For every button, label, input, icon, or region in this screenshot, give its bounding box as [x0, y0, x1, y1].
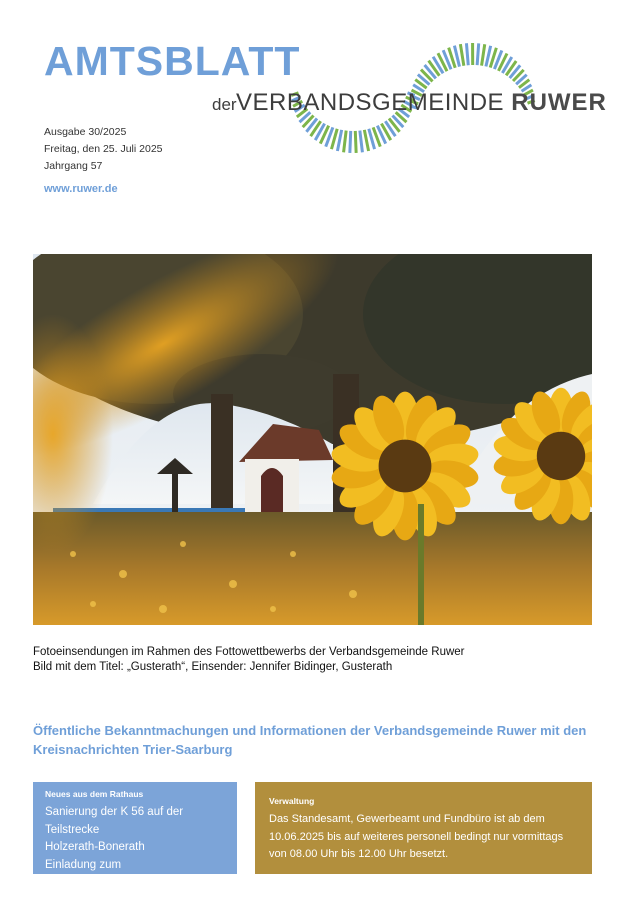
- rathaus-news-box: [33, 782, 237, 874]
- rathaus-news-item[interactable]: Holzerath-Bonerath: [45, 839, 225, 857]
- photo-caption-line1: Fotoeinsendungen im Rahmen des Fottowettbewerbs der Verbandsgemeinde Ruwer: [33, 646, 465, 658]
- subtitle-verbandsgemeinde: [236, 89, 607, 117]
- rathaus-news-item[interactable]: Einladung zum Seniorennachmittag: [45, 857, 225, 892]
- verwaltung-box: [255, 782, 592, 874]
- subtitle-main: VERBANDSGEMEINDE: [236, 89, 504, 116]
- website-link[interactable]: www.ruwer.de: [44, 183, 118, 195]
- photo-caption-line2: Bild mit dem Titel: „Gusterath“, Einsender: Jennifer Bidinger, Gusterath: [33, 661, 392, 673]
- subtitle-bold: RUWER: [511, 89, 607, 116]
- cover-photo-illustration: [33, 254, 592, 625]
- subtitle-prefix: der: [212, 95, 237, 115]
- verwaltung-text: Das Standesamt, Gewerbeamt und Fundbüro ist ab dem 10.06.2025 bis auf weiteres personell bedingt nur vormittags von 08.00 Uhr bis 12.00 Uhr besetzt.: [269, 811, 578, 864]
- rathaus-news-heading: Neues aus dem Rathaus: [45, 789, 225, 799]
- cover-photo: [33, 254, 592, 625]
- issue-number: Ausgabe 30/2025: [44, 126, 126, 138]
- rathaus-news-item[interactable]: der VG Ruwer: [45, 892, 225, 909]
- rathaus-news-item[interactable]: Sanierung der K 56 auf der Teilstrecke: [45, 804, 225, 839]
- issue-volume: Jahrgang 57: [44, 160, 102, 172]
- issue-date: Freitag, den 25. Juli 2025: [44, 143, 163, 155]
- notice-heading: Öffentliche Bekanntmachungen und Informationen der Verbandsgemeinde Ruwer mit den Kreisnachrichten Trier-Saarburg: [33, 721, 593, 759]
- verwaltung-heading: Verwaltung: [269, 796, 578, 806]
- masthead-title: AMTSBLATT: [44, 38, 300, 85]
